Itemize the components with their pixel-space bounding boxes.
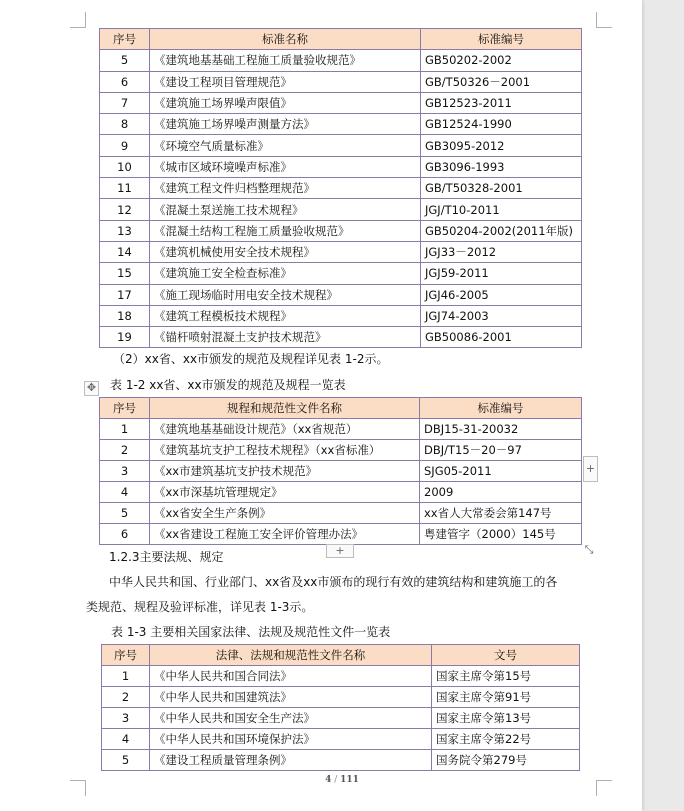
name-cell: 《建设工程质量管理条例》 [150,750,432,771]
table-row [100,327,582,348]
code-cell: GB50202-2002 [421,50,582,71]
name-cell: 《建筑地基基础工程施工质量验收规范》 [150,50,421,71]
header-cell: 法律、法规和规范性文件名称 [150,645,432,666]
table-row [100,305,582,326]
code-cell: JGJ/T10-2011 [421,199,582,220]
move-icon[interactable]: ✥ [84,381,99,396]
code-cell: GB3095-2012 [421,135,582,156]
name-cell: 《建筑机械使用安全技术规程》 [150,241,421,262]
header-cell: 序号 [102,645,150,666]
table-header-row [100,398,582,419]
name-cell: 《中华人民共和国环境保护法》 [150,729,432,750]
table-row [100,419,582,440]
row-number-cell: 6 [100,71,150,92]
table-row [100,50,582,71]
table-row [100,71,582,92]
row-number-cell: 19 [100,327,150,348]
name-cell: 《建筑施工场界噪声测量方法》 [150,114,421,135]
header-cell: 标准名称 [150,29,421,50]
header-cell: 标准编号 [421,29,582,50]
header-cell: 文号 [432,645,580,666]
code-cell: 粤建管字（2000）145号 [420,524,582,545]
row-number-cell: 18 [100,305,150,326]
row-number-cell: 5 [102,750,150,771]
resize-icon[interactable]: ⤡ [584,543,594,556]
add-row-plus-icon[interactable]: + [326,544,354,558]
code-cell: 国家主席令第91号 [432,687,580,708]
code-cell: SJG05-2011 [420,461,582,482]
header-cell: 规程和规范性文件名称 [150,398,420,419]
page-separator: / [334,775,338,785]
code-cell: DBJ/T15－20－97 [420,440,582,461]
table-caption: 表 1-3 主要相关国家法律、法规及规范性文件一览表 [111,625,391,639]
name-cell: 《混凝土结构工程施工质量验收规范》 [150,220,421,241]
table-row [100,114,582,135]
row-number-cell: 1 [100,419,150,440]
name-cell: 《建筑施工场界噪声限值》 [150,92,421,113]
code-cell: 2009 [420,482,582,503]
paragraph: （2）xx省、xx市颁发的规范及规程详见表 1-2示。 [113,352,389,366]
table-row [100,92,582,113]
name-cell: 《建筑工程文件归档整理规范》 [150,178,421,199]
code-cell: JGJ46-2005 [421,284,582,305]
row-number-cell: 9 [100,135,150,156]
name-cell: 《建设工程项目管理规范》 [150,71,421,92]
table-row [100,135,582,156]
table-row [102,729,580,750]
table-row [100,241,582,262]
code-cell: GB50086-2001 [421,327,582,348]
code-cell: xx省人大常委会第147号 [420,503,582,524]
row-number-cell: 11 [100,178,150,199]
row-number-cell: 5 [100,503,150,524]
table-row [100,178,582,199]
code-cell: GB12523-2011 [421,92,582,113]
code-cell: GB/T50328-2001 [421,178,582,199]
code-cell: GB50204-2002(2011年版) [421,220,582,241]
page-total: 111 [340,775,359,785]
provincial-standards-table[interactable] [99,397,582,545]
row-number-cell: 8 [100,114,150,135]
crop-mark [70,27,86,28]
code-cell: 国家主席令第13号 [432,708,580,729]
name-cell: 《建筑施工安全检查标准》 [150,263,421,284]
row-number-cell: 3 [102,708,150,729]
name-cell: 《施工现场临时用电安全技术规程》 [150,284,421,305]
code-cell: 国家主席令第15号 [432,666,580,687]
table-row [100,503,582,524]
header-cell: 序号 [100,29,150,50]
table-caption: 表 1-2 xx省、xx市颁发的规范及规程一览表 [110,378,346,392]
row-number-cell: 2 [102,687,150,708]
table-row [100,482,582,503]
section-heading: 1.2.3主要法规、规定 [109,550,224,564]
laws-table[interactable] [101,644,580,771]
crop-mark [85,12,86,28]
table-row [100,524,582,545]
crop-mark [596,12,597,28]
code-cell: 国家主席令第22号 [432,729,580,750]
row-number-cell: 10 [100,156,150,177]
name-cell: 《建筑工程模板技术规程》 [150,305,421,326]
table-row [102,708,580,729]
code-cell: 国务院令第279号 [432,750,580,771]
row-number-cell: 17 [100,284,150,305]
code-cell: JGJ74-2003 [421,305,582,326]
name-cell: 《锚杆喷射混凝土支护技术规范》 [150,327,421,348]
table-header-row [100,29,582,50]
table-row [100,156,582,177]
paragraph: 类规范、规程及验评标准，详见表 1-3示。 [86,600,314,614]
table-row [102,687,580,708]
row-number-cell: 7 [100,92,150,113]
name-cell: 《环境空气质量标准》 [150,135,421,156]
table-row [100,263,582,284]
table-row [100,284,582,305]
paragraph: 中华人民共和国、行业部门、xx省及xx市颁布的现行有效的建筑结构和建筑施工的各 [109,575,558,589]
code-cell: DBJ15-31-20032 [420,419,582,440]
row-number-cell: 13 [100,220,150,241]
table-row [102,750,580,771]
table-row [100,220,582,241]
page-current: 4 [325,775,332,785]
header-cell: 标准编号 [420,398,582,419]
table-header-row [102,645,580,666]
row-number-cell: 5 [100,50,150,71]
table-row [102,666,580,687]
name-cell: 《xx市建筑基坑支护技术规范》 [150,461,420,482]
name-cell: 《混凝土泵送施工技术规程》 [150,199,421,220]
standards-table[interactable] [99,28,582,348]
name-cell: 《建筑基坑支护工程技术规程》（xx省标准） [150,440,420,461]
row-number-cell: 15 [100,263,150,284]
row-number-cell: 6 [100,524,150,545]
name-cell: 《中华人民共和国合同法》 [150,666,432,687]
page-indicator [0,775,684,785]
row-number-cell: 3 [100,461,150,482]
name-cell: 《xx市深基坑管理规定》 [150,482,420,503]
table-row [100,440,582,461]
code-cell: GB12524-1990 [421,114,582,135]
name-cell: 《xx省安全生产条例》 [150,503,420,524]
name-cell: 《xx省建设工程施工安全评价管理办法》 [150,524,420,545]
row-number-cell: 1 [102,666,150,687]
row-number-cell: 14 [100,241,150,262]
add-column-plus-icon[interactable]: + [583,456,598,482]
code-cell: JGJ59-2011 [421,263,582,284]
row-number-cell: 4 [100,482,150,503]
table-row [100,461,582,482]
row-number-cell: 2 [100,440,150,461]
name-cell: 《城市区域环境噪声标准》 [150,156,421,177]
table-row [100,199,582,220]
code-cell: JGJ33－2012 [421,241,582,262]
name-cell: 《建筑地基基础设计规范》（xx省规范） [150,419,420,440]
name-cell: 《中华人民共和国建筑法》 [150,687,432,708]
code-cell: GB/T50326－2001 [421,71,582,92]
row-number-cell: 4 [102,729,150,750]
name-cell: 《中华人民共和国安全生产法》 [150,708,432,729]
crop-mark [596,27,612,28]
row-number-cell: 12 [100,199,150,220]
header-cell: 序号 [100,398,150,419]
code-cell: GB3096-1993 [421,156,582,177]
